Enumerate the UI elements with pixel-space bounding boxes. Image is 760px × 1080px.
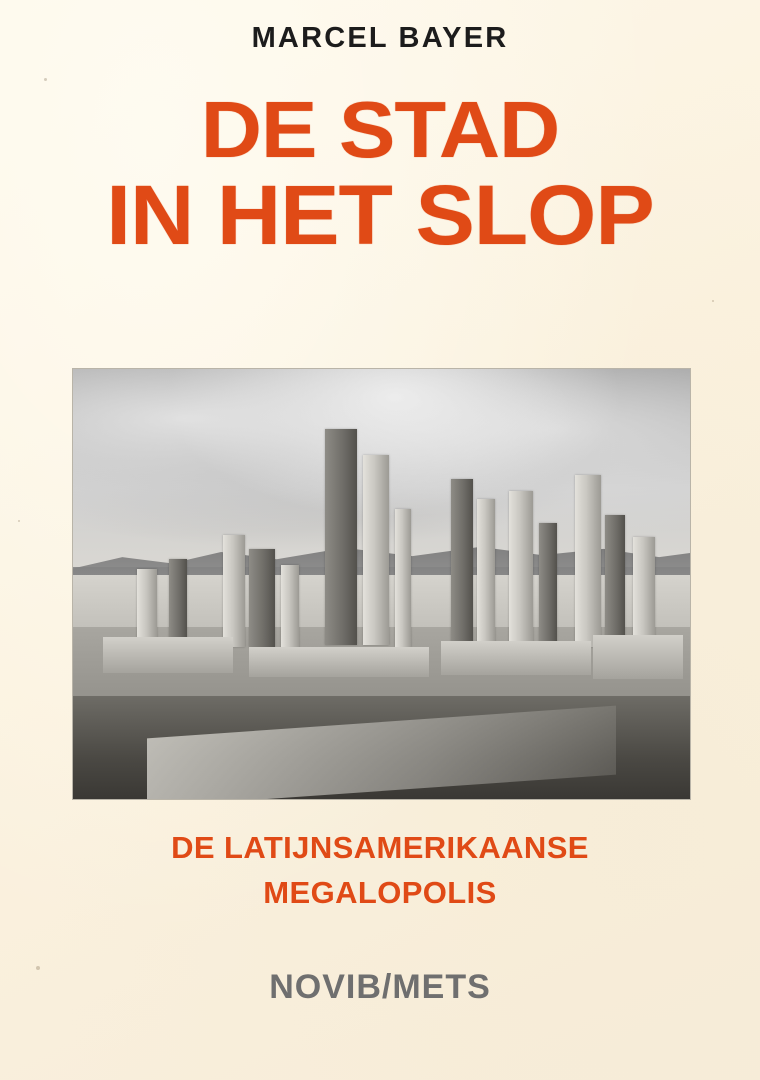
- paper-speck: [44, 78, 47, 81]
- paper-speck: [18, 520, 20, 522]
- photo-tower: [325, 429, 357, 645]
- book-title: [0, 85, 760, 262]
- photo-tower: [539, 523, 557, 647]
- book-subtitle: [0, 826, 760, 916]
- paper-speck: [712, 300, 714, 302]
- photo-building-block: [593, 635, 683, 679]
- photo-building-block: [103, 637, 233, 673]
- photo-tower: [509, 491, 533, 647]
- photo-tower: [633, 537, 655, 649]
- photo-tower: [249, 549, 275, 647]
- photo-building-block: [441, 641, 591, 675]
- subtitle-line-2: MEGALOPOLIS: [263, 874, 497, 910]
- publisher-name: NOVIB/METS: [269, 968, 491, 1006]
- cover-photograph: [72, 368, 691, 800]
- photo-building-block: [249, 647, 429, 677]
- photo-tower: [451, 479, 473, 647]
- title-line-1: DE STAD: [200, 85, 560, 174]
- photo-tower: [281, 565, 299, 649]
- subtitle-line-1: DE LATIJNSAMERIKAANSE: [171, 830, 589, 865]
- photo-tower: [605, 515, 625, 647]
- photo-tower: [223, 535, 245, 647]
- photo-tower: [395, 509, 411, 647]
- photo-tower: [575, 475, 601, 647]
- title-line-2: IN HET SLOP: [106, 167, 654, 262]
- photo-tower: [477, 499, 495, 647]
- author-name: MARCEL BAYER: [251, 22, 509, 54]
- photo-tower: [363, 455, 389, 645]
